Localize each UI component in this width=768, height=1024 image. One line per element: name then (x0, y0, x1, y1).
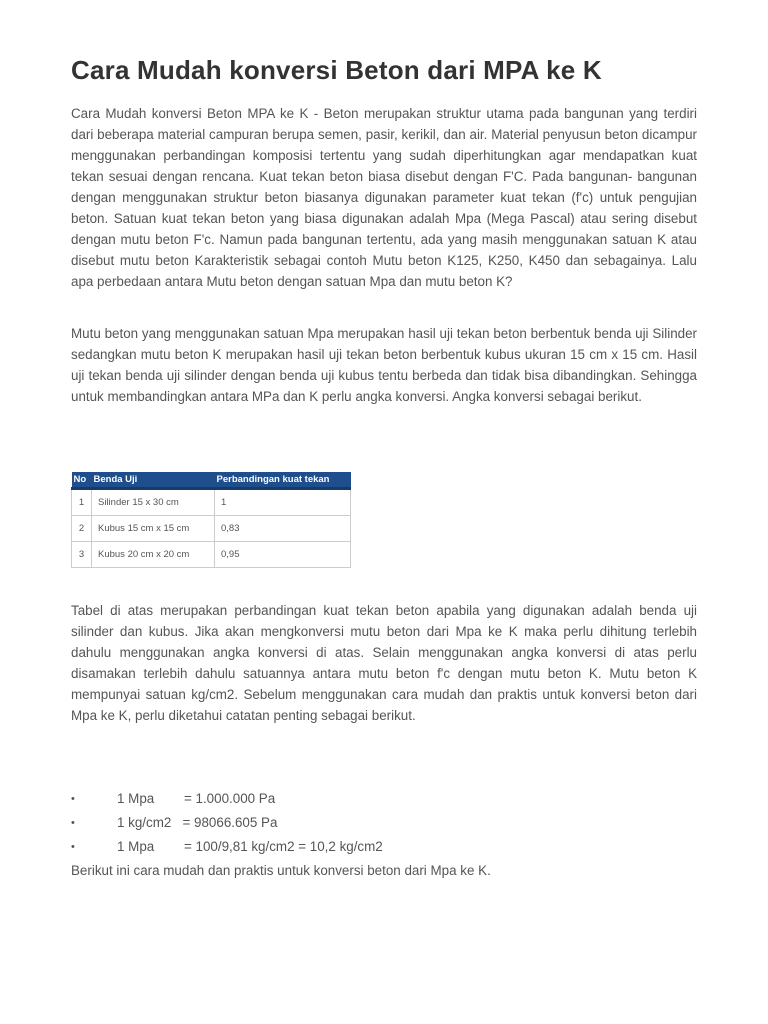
page-title: Cara Mudah konversi Beton dari MPA ke K (71, 55, 602, 85)
table-cell-ratio: 0,83 (215, 516, 351, 542)
list-item-text: 1 Mpa = 100/9,81 kg/cm2 = 10,2 kg/cm2 (117, 839, 383, 854)
table-cell-specimen: Silinder 15 x 30 cm (92, 489, 215, 516)
bullet-icon: • (71, 817, 75, 829)
list-item-text: 1 Mpa = 1.000.000 Pa (117, 791, 276, 806)
table-cell-no: 1 (72, 489, 92, 516)
table-cell-no: 2 (72, 516, 92, 542)
list-item (71, 789, 276, 813)
table-cell-no: 3 (72, 542, 92, 568)
table-header-row (72, 472, 351, 489)
explanation-paragraph: Mutu beton yang menggunakan satuan Mpa merupakan hasil uji tekan beton berbentuk benda uji Silinder sedangkan mutu beton K merupakan hasil uji tekan beton berbentuk kubus ukuran 15 cm x 15 cm. Hasil uji tekan benda uji silinder dengan benda uji kubus tentu berbeda dan tidak bisa dibandingkan. Sehingga untuk membandingkan antara MPa dan K perlu angka konversi. Angka konversi sebagai berikut. (71, 326, 697, 404)
table-cell-ratio: 0,95 (215, 542, 351, 568)
intro-paragraph: Cara Mudah konversi Beton MPA ke K - Beton merupakan struktur utama pada bangunan yang terdiri dari beberapa material campuran berupa semen, pasir, kerikil, dan air. Material penyusun beton dicampur menggunakan perbandingan komposisi tertentu yang sudah diperhitungkan agar mendapatkan kuat tekan sesuai dengan rencana. Kuat tekan beton biasa disebut dengan F'C. Pada bangunan- bangunan dengan menggunakan struktur beton biasanya digunakan parameter kuat tekan (f'c) untuk pengujian beton. Satuan kuat tekan beton yang biasa digunakan adalah Mpa (Mega Pascal) atau sering disebut dengan mutu beton F'c. Namun pada bangunan tertentu, ada yang masih menggunakan satuan K atau disebut mutu beton Karakteristik sebagai contoh Mutu beton K125, K250, K450 dan sebagainya. Lalu apa perbedaan antara Mutu beton dengan satuan Mpa dan mutu beton K? (71, 106, 697, 289)
list-item (71, 837, 383, 861)
unit-notes-list (71, 789, 383, 861)
table-header-benda-uji: Benda Uji (92, 472, 215, 489)
table-cell-specimen: Kubus 20 cm x 20 cm (92, 542, 215, 568)
table-cell-specimen: Kubus 15 cm x 15 cm (92, 516, 215, 542)
bullet-icon: • (71, 793, 75, 805)
table-header-ratio: Perbandingan kuat tekan (215, 472, 351, 489)
closing-sentence: Berikut ini cara mudah dan praktis untuk konversi beton dari Mpa ke K. (71, 863, 491, 878)
table-cell-ratio: 1 (215, 489, 351, 516)
bullet-icon: • (71, 841, 75, 853)
table-row (72, 542, 351, 568)
table-explanation-paragraph: Tabel di atas merupakan perbandingan kuat tekan beton apabila yang digunakan adalah benda uji silinder dan kubus. Jika akan mengkonversi mutu beton dari Mpa ke K maka perlu dihitung terlebih dahulu menggunakan angka konversi di atas. Selain menggunakan angka konversi di atas perlu disamakan terlebih dahulu satuannya antara mutu beton f'c dengan mutu beton K. Mutu beton K mempunyai satuan kg/cm2. Sebelum menggunakan cara mudah dan praktis untuk konversi beton dari Mpa ke K, perlu diketahui catatan penting sebagai berikut. (71, 603, 697, 723)
table-row (72, 516, 351, 542)
conversion-table (71, 472, 351, 568)
table-row (72, 489, 351, 516)
list-item (71, 813, 278, 837)
table-header-no: No (72, 472, 92, 489)
list-item-text: 1 kg/cm2 = 98066.605 Pa (117, 815, 278, 830)
